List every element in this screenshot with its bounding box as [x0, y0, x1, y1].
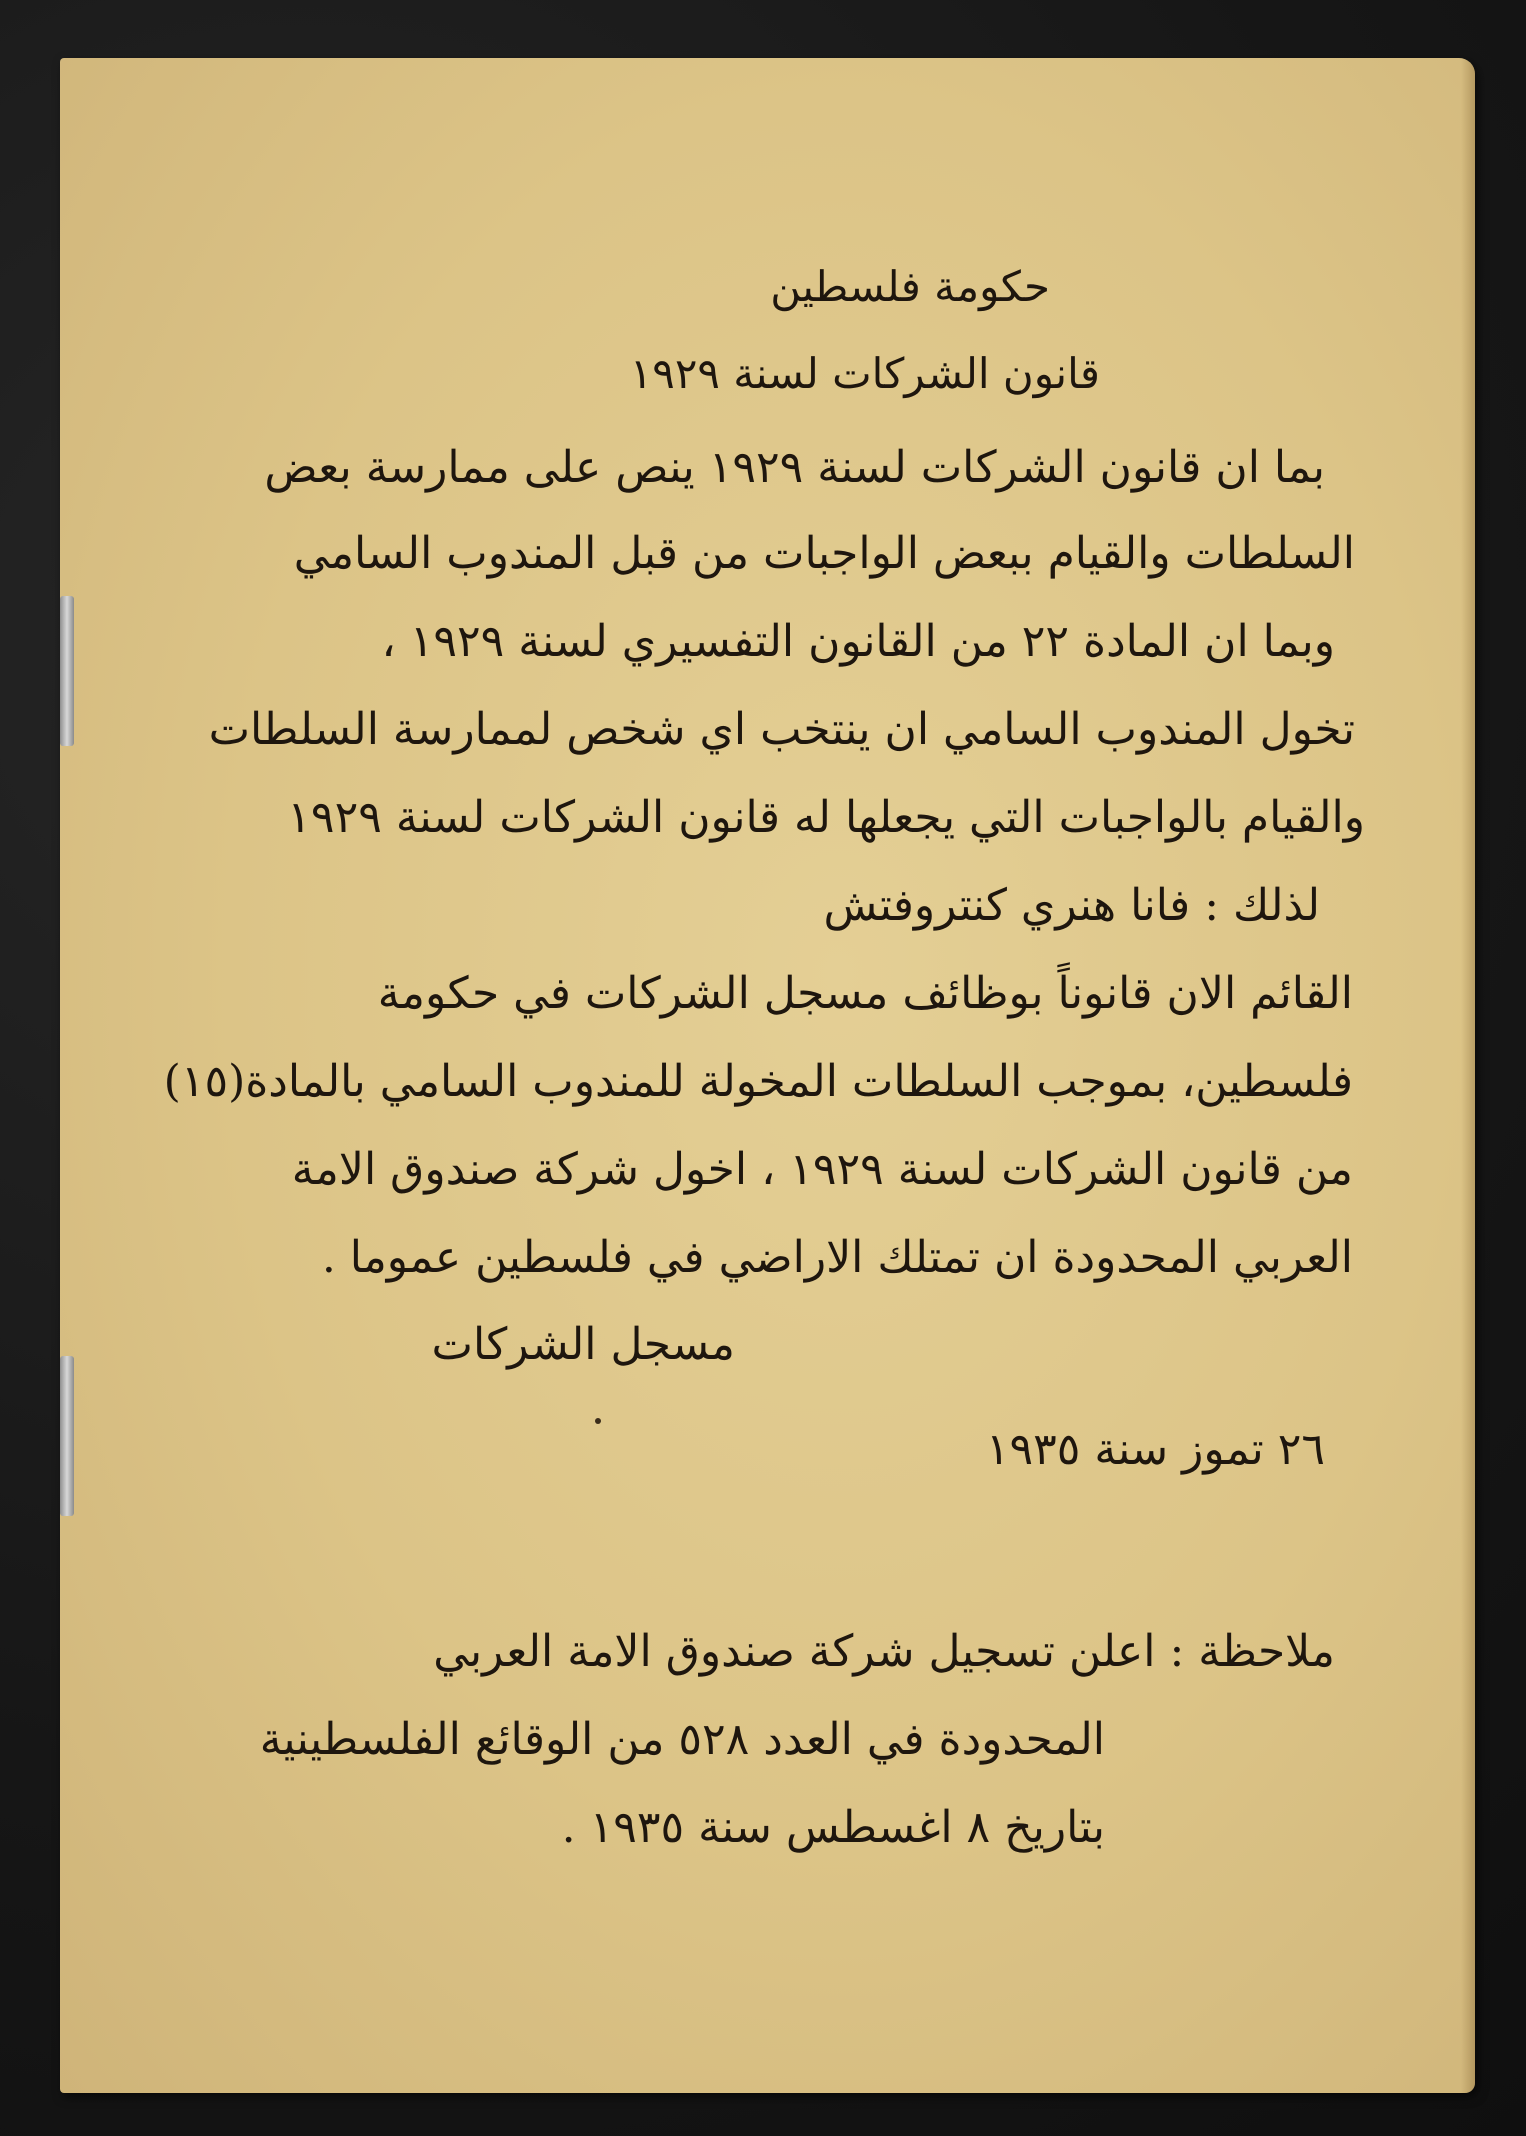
issue-date: ٢٦ تموز سنة ١٩٣٥: [985, 1424, 1325, 1475]
body-line: بما ان قانون الشركات لسنة ١٩٢٩ ينص على ممارسة بعض: [264, 442, 1325, 493]
body-line: لذلك : فانا هنري كنتروفتش: [823, 880, 1320, 931]
signature-registrar: مسجل الشركات: [431, 1319, 735, 1370]
body-line: فلسطين، بموجب السلطات المخولة للمندوب السامي بالمادة(١٥): [163, 1056, 1353, 1107]
body-line: تخول المندوب السامي ان ينتخب اي شخص لممارسة السلطات: [208, 704, 1355, 755]
body-line: العربي المحدودة ان تمتلك الاراضي في فلسطين عموما .: [321, 1232, 1353, 1283]
document-page: [60, 58, 1475, 2093]
header-law-title: قانون الشركات لسنة ١٩٢٩: [629, 349, 1100, 398]
body-line: وبما ان المادة ٢٢ من القانون التفسيري لسنة ١٩٢٩ ،: [381, 616, 1335, 667]
staple-bottom: [60, 1356, 74, 1516]
note-line: ملاحظة : اعلن تسجيل شركة صندوق الامة العربي: [433, 1626, 1335, 1677]
body-line: من قانون الشركات لسنة ١٩٢٩ ، اخول شركة صندوق الامة: [291, 1144, 1353, 1195]
note-line: المحدودة في العدد ٥٢٨ من الوقائع الفلسطينية: [259, 1714, 1105, 1765]
body-line: والقيام بالواجبات التي يجعلها له قانون الشركات لسنة ١٩٢٩: [287, 792, 1365, 843]
note-line: بتاريخ ٨ اغسطس سنة ١٩٣٥ .: [561, 1802, 1105, 1853]
body-line: السلطات والقيام ببعض الواجبات من قبل المندوب السامي: [293, 528, 1355, 579]
ink-speck: [595, 1418, 601, 1424]
body-line: القائم الان قانوناً بوظائف مسجل الشركات في حكومة: [377, 968, 1353, 1019]
header-government: حكومة فلسطين: [770, 262, 1050, 311]
staple-top: [60, 596, 74, 746]
